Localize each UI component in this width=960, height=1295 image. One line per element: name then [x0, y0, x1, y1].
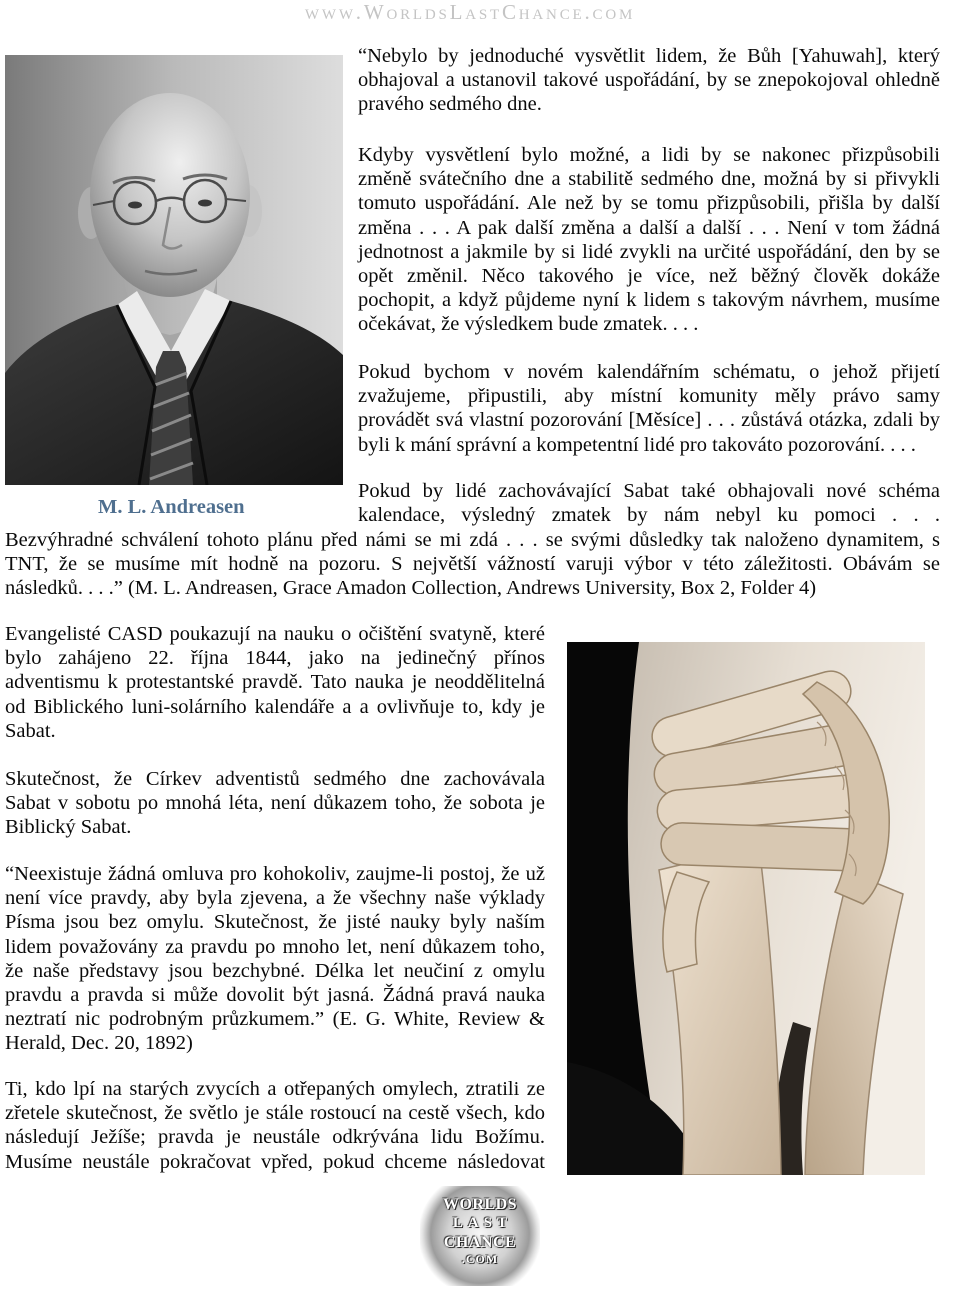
text-line: “Neexistuje žádná omluva pro kohokoliv, zaujme-li postoj, že už [5, 863, 545, 885]
text-line: zvažujeme, připustili, aby místní komunity měly právo samy [358, 385, 940, 408]
text-line: očekávat, že výsledkem bude zmatek. . . . [358, 313, 699, 336]
text-line: obhajoval a ustanovil takové uspořádání, by se znepokojoval ohledně [358, 69, 940, 92]
text-line: jednotnost a jakmile by si lidé zvykli na určité uspořádání, den by se [358, 240, 940, 263]
text-line: pravdu a pravda si může dovolit být jasná. Žádná pravá nauka [5, 984, 545, 1007]
text-line: od Biblického luni-solárního kalendáře a a ovlivňuje to, kdy je [5, 695, 545, 718]
portrait-image [5, 55, 343, 485]
text-line: pravého sedmého dne. [358, 93, 542, 116]
quote-paragraph-2 [358, 143, 940, 337]
text-line: že naše představy jsou bezchybné. Délka let neučiní z omylu [5, 959, 545, 982]
portrait-photo [5, 55, 343, 485]
text-line: Kdyby vysvětlení bylo možné, a lidi by se nakonec přizpůsobili [358, 144, 940, 166]
quote-paragraph-3 [358, 360, 940, 457]
quote-paragraph-4-full [5, 528, 940, 601]
text-line: Sabat v sobotu po mnohá léta, není důkazem toho, že sobota je [5, 792, 545, 815]
text-line: neztratí nic podrobným průzkumem.” (E. G. White, Review & [5, 1008, 545, 1031]
text-line: kalendace, výsledný zmatek by nám nebyl ku pomoci . . . [358, 504, 940, 527]
praying-hands-image [567, 642, 925, 1175]
logo-line-last: LAST [452, 1215, 513, 1231]
logo-line-worlds: WORLDS [442, 1196, 518, 1213]
text-line: zřetele skutečnost, že světlo je stále rostoucí na cestě všech, kdo [5, 1102, 545, 1125]
logo-line-chance: CHANCE [443, 1234, 517, 1251]
text-line: Písma jsou bez omylu. Skutečnost, že jisté nauky byly naším [5, 911, 545, 934]
text-line: “Nebylo by jednoduché vysvětlit lidem, že Bůh [Yahuwah], který [358, 45, 940, 67]
text-line: tomuto uspořádání. Ale než by se tomu přizpůsobili, přišla by další [358, 192, 940, 215]
text-line: lidem považovány za pravdu po mnoho let, není důkazem toho, [5, 935, 545, 958]
text-line: Skutečnost, že Církev adventistů sedmého dne zachovávala [5, 768, 545, 790]
body-paragraph-2 [5, 767, 545, 840]
quote-paragraph-4-column [358, 479, 940, 527]
text-line: není více pravdy, aby byla zjevena, a že všechny naše výklady [5, 887, 545, 910]
text-line: opět změnil. Něco takového je více, než běžný člověk dokáže [358, 265, 940, 288]
praying-hands-photo [567, 642, 925, 1175]
text-line: Biblický Sabat. [5, 816, 132, 839]
body-paragraph-3 [5, 862, 545, 1056]
text-line: Musíme neustále pokračovat vpřed, pokud chceme následovat [5, 1150, 545, 1173]
text-line: Evangelisté CASD poukazují na nauku o očištění svatyně, které [5, 623, 545, 645]
text-line: Bezvýhradné schválení tohoto plánu před námi se mi zdá . . . se svými důsledky tak naloženo dynamitem, s [5, 529, 940, 551]
text-line: Sabat. [5, 719, 56, 742]
text-line: Ti, kdo lpí na starých zvycích a otřepaných omylech, ztratili ze [5, 1078, 545, 1100]
site-watermark: www.WorldsLastChance.com [304, 0, 636, 24]
portrait-caption: M. L. Andreasen [98, 496, 245, 518]
text-line: změně svátečního dne a stabilitě sedmého dne, možná by si přivykli [358, 168, 940, 191]
logo-line-com: .COM [461, 1252, 499, 1266]
site-logo [420, 1186, 540, 1286]
text-line: TNT, že se musíme mít hodně na pozoru. S největší vážností varuji výbor v této záležitosti. Obávám se [5, 553, 940, 576]
body-paragraph-4 [5, 1077, 545, 1174]
text-line: následků. . . .” (M. L. Andreasen, Grace Amadon Collection, Andrews University, Box 2, Folder 4) [5, 577, 817, 600]
text-line: následují Ježíše; pravda je neustále odkrývána lidu Božímu. [5, 1126, 545, 1149]
text-line: provádět svá vlastní pozorování [Měsíce] . . . zůstává otázka, zdali by [358, 409, 940, 432]
text-line: změna . . . A pak další změna a další a další . . . Není v tom žádná [358, 216, 940, 239]
text-line: bylo zahájeno 22. října 1844, jako na jedinečný přínos [5, 647, 545, 670]
text-line: adventismu k protestantské pravdě. Tato nauka je neoddělitelná [5, 671, 545, 694]
body-paragraph-1 [5, 622, 545, 743]
text-line: Herald, Dec. 20, 1892) [5, 1032, 193, 1055]
text-line: byli k mání správní a kompetentní lidé pro takováto pozorování. . . . [358, 433, 916, 456]
text-line: pochopit, a když půjdeme nyní k lidem s takovým návrhem, musíme [358, 289, 940, 312]
text-line: Pokud bychom v novém kalendářním schématu, o jehož přijetí [358, 361, 940, 383]
text-line: Pokud by lidé zachovávající Sabat také obhajovali nové schéma [358, 480, 940, 502]
quote-paragraph-1 [358, 44, 940, 117]
